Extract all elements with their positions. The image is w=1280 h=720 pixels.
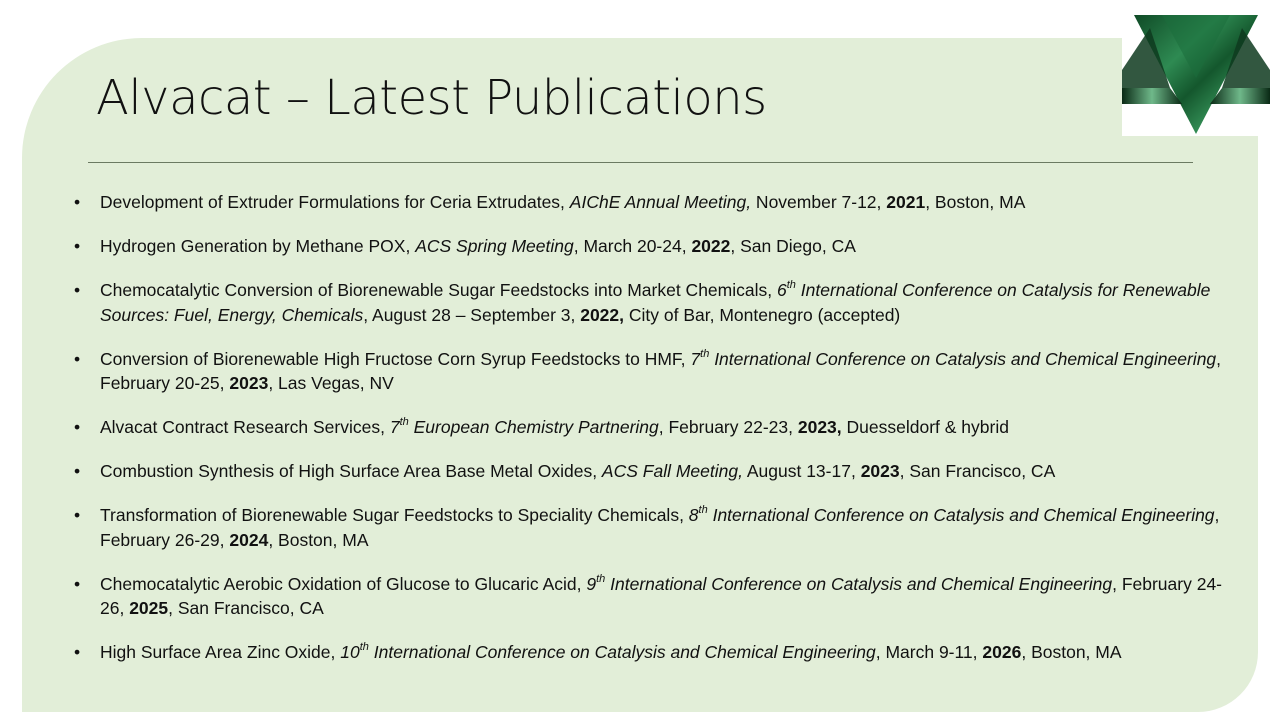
pub-dates: , February 20-25, (100, 348, 1222, 393)
pub-year: 2023, (797, 417, 842, 437)
pub-location: Duesseldorf & hybrid (841, 417, 1009, 437)
pub-venue: International Conference on Catalysis and Chemical Engineering (605, 573, 1113, 594)
pub-dates: , March 9-11, (875, 642, 983, 662)
pub-venue-ordinal: 8 (688, 505, 699, 525)
pub-title: Transformation of Biorenewable Sugar Feedstocks to Speciality Chemicals, (100, 505, 689, 525)
list-item: • Development of Extruder Formulations for Ceria Extrudates, AIChE Annual Meeting, November 7-12, 2021, Boston, MA (74, 192, 1026, 212)
pub-dates: , February 24-26, (100, 573, 1222, 618)
list-item: • High Surface Area Zinc Oxide, 10th International Conference on Catalysis and Chemical Engineering, March 9-11, 2026, Boston, MA (74, 641, 1122, 662)
pub-year: 2023 (860, 461, 900, 481)
pub-venue: European Chemistry Partnering (408, 417, 659, 437)
pub-venue: ACS Fall Meeting, (601, 461, 743, 481)
pub-venue: International Conference on Catalysis and Chemical Engineering (707, 505, 1215, 525)
pub-location: , Las Vegas, NV (268, 373, 394, 393)
green-marble-triangle-icon (1122, 0, 1270, 136)
list-item: • Transformation of Biorenewable Sugar Feedstocks to Speciality Chemicals, 8th International Conference on Catalysis and Chemical Engineering, February 26-29, 2024, Boston, MA (74, 504, 1220, 550)
pub-title: Combustion Synthesis of High Surface Area Base Metal Oxides, (100, 461, 602, 481)
list-item: • Conversion of Biorenewable High Fructose Corn Syrup Feedstocks to HMF, 7th International Conference on Catalysis and Chemical Engineering, February 20-25, 2023, Las Vegas, NV (74, 347, 1222, 393)
pub-location: , Boston, MA (925, 192, 1026, 212)
pub-venue: International Conference on Catalysis and Chemical Engineering (709, 348, 1217, 369)
pub-venue-suffix: th (399, 416, 409, 429)
pub-dates: November 7-12, (751, 192, 887, 212)
pub-title: Hydrogen Generation by Methane POX, (100, 236, 416, 256)
pub-location: , Boston, MA (1021, 642, 1122, 662)
list-item: • Chemocatalytic Aerobic Oxidation of Glucose to Glucaric Acid, 9th International Conference on Catalysis and Chemical Engineering, February 24-26, 2025, San Francisco, CA (74, 572, 1222, 618)
pub-venue: ACS Spring Meeting (415, 236, 574, 256)
pub-venue-ordinal: 6 (776, 280, 787, 300)
pub-title: Chemocatalytic Aerobic Oxidation of Glucose to Glucaric Acid, (100, 573, 587, 594)
pub-year: 2021 (886, 192, 926, 212)
list-item: • Hydrogen Generation by Methane POX, ACS Spring Meeting, March 20-24, 2022, San Diego, CA (74, 236, 856, 256)
pub-venue-suffix: th (359, 641, 369, 654)
pub-year: 2023 (229, 373, 269, 393)
pub-venue-ordinal: 9 (586, 573, 597, 594)
pub-venue: International Conference on Catalysis and Chemical Engineering (368, 642, 876, 662)
pub-venue: International Conference on Catalysis for Renewable Sources: Fuel, Energy, Chemicals (100, 280, 1211, 325)
pub-venue-suffix: th (698, 504, 708, 517)
pub-title: Chemocatalytic Conversion of Biorenewable Sugar Feedstocks into Market Chemicals, (100, 280, 777, 300)
pub-title: Alvacat Contract Research Services, (100, 417, 390, 437)
list-item: • Combustion Synthesis of High Surface Area Base Metal Oxides, ACS Fall Meeting, August 13-17, 2023, San Francisco, CA (74, 461, 1056, 481)
pub-venue-ordinal: 10 (340, 642, 360, 662)
pub-location: City of Bar, Montenegro (accepted) (624, 304, 901, 325)
pub-venue: AIChE Annual Meeting, (569, 192, 752, 212)
pub-venue-suffix: th (596, 572, 606, 585)
pub-venue-suffix: th (700, 347, 710, 360)
pub-title: High Surface Area Zinc Oxide, (100, 642, 341, 662)
pub-location: , Boston, MA (268, 529, 369, 550)
slide-title: Alvacat – Latest Publications (96, 70, 767, 126)
pub-dates: , February 22-23, (658, 417, 798, 437)
pub-dates: , February 26-29, (100, 505, 1220, 550)
pub-dates: , August 28 – September 3, (363, 304, 581, 325)
pub-location: , San Francisco, CA (168, 598, 324, 618)
pub-venue-ordinal: 7 (690, 348, 701, 369)
pub-venue-ordinal: 7 (389, 417, 400, 437)
pub-year: 2024 (229, 529, 269, 550)
list-item: • Alvacat Contract Research Services, 7th European Chemistry Partnering, February 22-23, 2023, Duesseldorf & hybrid (74, 416, 1009, 437)
logo (1122, 0, 1270, 136)
pub-dates: August 13-17, (742, 461, 861, 481)
pub-year: 2022, (580, 304, 625, 325)
pub-year: 2022 (691, 236, 731, 256)
list-item: • Chemocatalytic Conversion of Biorenewable Sugar Feedstocks into Market Chemicals, 6th International Conference on Catalysis for Renewable Sources: Fuel, Energy, Chemicals, August 28 – September 3, 2022, City of Bar, Montenegro (accepted) (74, 279, 1211, 325)
pub-year: 2025 (129, 598, 169, 618)
pub-dates: , March 20-24, (573, 236, 692, 256)
pub-location: , San Diego, CA (730, 236, 856, 256)
pub-title: Development of Extruder Formulations for Ceria Extrudates, (100, 192, 570, 212)
pub-title: Conversion of Biorenewable High Fructose Corn Syrup Feedstocks to HMF, (100, 348, 691, 369)
pub-year: 2026 (982, 642, 1022, 662)
title-divider (88, 162, 1193, 163)
pub-location: , San Francisco, CA (899, 461, 1056, 481)
pub-venue-suffix: th (786, 279, 796, 292)
publication-list (74, 190, 1234, 684)
